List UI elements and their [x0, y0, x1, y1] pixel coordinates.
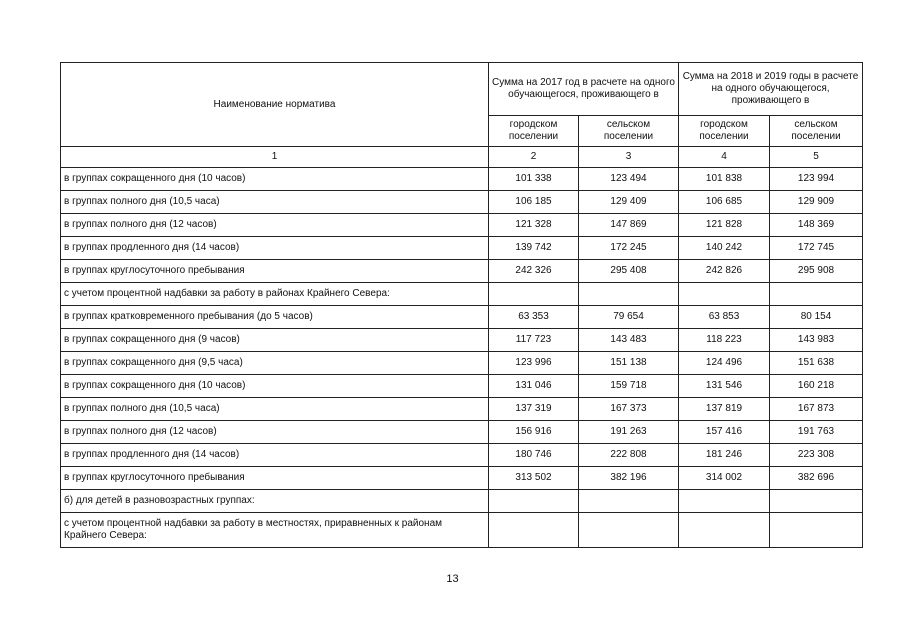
row-value: 129 909	[770, 191, 863, 214]
row-name: в группах полного дня (12 часов)	[61, 421, 489, 444]
table-row	[61, 214, 863, 237]
row-name: в группах полного дня (12 часов)	[61, 214, 489, 237]
row-name: в группах круглосуточного пребывания	[61, 467, 489, 490]
row-value: 143 983	[770, 329, 863, 352]
row-value	[679, 283, 770, 306]
row-value: 63 353	[489, 306, 579, 329]
column-number: 3	[579, 147, 679, 168]
row-value: 124 496	[679, 352, 770, 375]
row-value	[489, 513, 579, 548]
row-value	[579, 513, 679, 548]
row-value: 118 223	[679, 329, 770, 352]
table-row	[61, 237, 863, 260]
row-value: 143 483	[579, 329, 679, 352]
table-row	[61, 467, 863, 490]
row-value	[489, 490, 579, 513]
row-value: 222 808	[579, 444, 679, 467]
row-value: 123 994	[770, 168, 863, 191]
row-value: 314 002	[679, 467, 770, 490]
row-value: 80 154	[770, 306, 863, 329]
header-urban-2017: городском поселении	[489, 116, 579, 147]
row-value: 151 638	[770, 352, 863, 375]
row-value: 295 908	[770, 260, 863, 283]
row-value: 121 828	[679, 214, 770, 237]
header-rural-2018: сельском поселении	[770, 116, 863, 147]
row-value: 63 853	[679, 306, 770, 329]
row-value: 101 838	[679, 168, 770, 191]
table-row	[61, 168, 863, 191]
row-value: 123 494	[579, 168, 679, 191]
row-value: 382 696	[770, 467, 863, 490]
row-value	[679, 490, 770, 513]
row-value: 181 246	[679, 444, 770, 467]
row-value: 79 654	[579, 306, 679, 329]
row-name: в группах продленного дня (14 часов)	[61, 444, 489, 467]
column-number: 4	[679, 147, 770, 168]
row-value: 101 338	[489, 168, 579, 191]
row-value: 191 763	[770, 421, 863, 444]
row-name: в группах продленного дня (14 часов)	[61, 237, 489, 260]
row-value: 382 196	[579, 467, 679, 490]
row-value	[679, 513, 770, 548]
row-value: 147 869	[579, 214, 679, 237]
table-row	[61, 352, 863, 375]
row-value: 223 308	[770, 444, 863, 467]
row-name: в группах сокращенного дня (9 часов)	[61, 329, 489, 352]
table-row	[61, 398, 863, 421]
normative-table	[60, 62, 863, 548]
table-row	[61, 329, 863, 352]
table-row	[61, 283, 863, 306]
row-value: 121 328	[489, 214, 579, 237]
row-value: 295 408	[579, 260, 679, 283]
row-name: с учетом процентной надбавки за работу в районах Крайнего Севера:	[61, 283, 489, 306]
row-name: в группах полного дня (10,5 часа)	[61, 398, 489, 421]
header-2018-group: Сумма на 2018 и 2019 годы в расчете на одного обучающегося, проживающего в	[679, 63, 863, 116]
row-value: 313 502	[489, 467, 579, 490]
row-value: 242 326	[489, 260, 579, 283]
row-value: 131 046	[489, 375, 579, 398]
row-value: 160 218	[770, 375, 863, 398]
row-name: в группах круглосуточного пребывания	[61, 260, 489, 283]
table-row	[61, 306, 863, 329]
column-number: 5	[770, 147, 863, 168]
row-value: 191 263	[579, 421, 679, 444]
header-2017-group: Сумма на 2017 год в расчете на одного обучающегося, проживающего в	[489, 63, 679, 116]
row-value: 129 409	[579, 191, 679, 214]
row-value	[579, 490, 679, 513]
row-value: 131 546	[679, 375, 770, 398]
row-value	[770, 490, 863, 513]
row-value: 140 242	[679, 237, 770, 260]
column-number: 2	[489, 147, 579, 168]
row-value: 106 185	[489, 191, 579, 214]
row-value: 106 685	[679, 191, 770, 214]
row-name: в группах кратковременного пребывания (до 5 часов)	[61, 306, 489, 329]
row-name: в группах сокращенного дня (10 часов)	[61, 375, 489, 398]
row-value: 117 723	[489, 329, 579, 352]
row-value: 139 742	[489, 237, 579, 260]
row-name: в группах полного дня (10,5 часа)	[61, 191, 489, 214]
row-value: 137 819	[679, 398, 770, 421]
header-name-column: Наименование норматива	[61, 63, 489, 147]
table-row	[61, 444, 863, 467]
header-rural-2017: сельском поселении	[579, 116, 679, 147]
table-row	[61, 421, 863, 444]
row-value: 172 745	[770, 237, 863, 260]
row-name: в группах сокращенного дня (10 часов)	[61, 168, 489, 191]
table-row	[61, 191, 863, 214]
column-number: 1	[61, 147, 489, 168]
table-row	[61, 375, 863, 398]
row-value: 157 416	[679, 421, 770, 444]
row-value: 159 718	[579, 375, 679, 398]
page-number: 13	[446, 573, 459, 585]
row-value	[489, 283, 579, 306]
row-value: 148 369	[770, 214, 863, 237]
row-name: в группах сокращенного дня (9,5 часа)	[61, 352, 489, 375]
row-value: 123 996	[489, 352, 579, 375]
table-row	[61, 513, 863, 548]
row-name: б) для детей в разновозрастных группах:	[61, 490, 489, 513]
row-value	[579, 283, 679, 306]
table-row	[61, 260, 863, 283]
table-row	[61, 490, 863, 513]
row-value: 172 245	[579, 237, 679, 260]
row-value: 242 826	[679, 260, 770, 283]
row-value: 167 873	[770, 398, 863, 421]
row-value: 167 373	[579, 398, 679, 421]
row-name: с учетом процентной надбавки за работу в местностях, приравненных к районам Крайнего Севера:	[61, 513, 489, 548]
row-value: 151 138	[579, 352, 679, 375]
header-urban-2018: городском поселении	[679, 116, 770, 147]
row-value	[770, 513, 863, 548]
row-value	[770, 283, 863, 306]
row-value: 156 916	[489, 421, 579, 444]
row-value: 180 746	[489, 444, 579, 467]
row-value: 137 319	[489, 398, 579, 421]
